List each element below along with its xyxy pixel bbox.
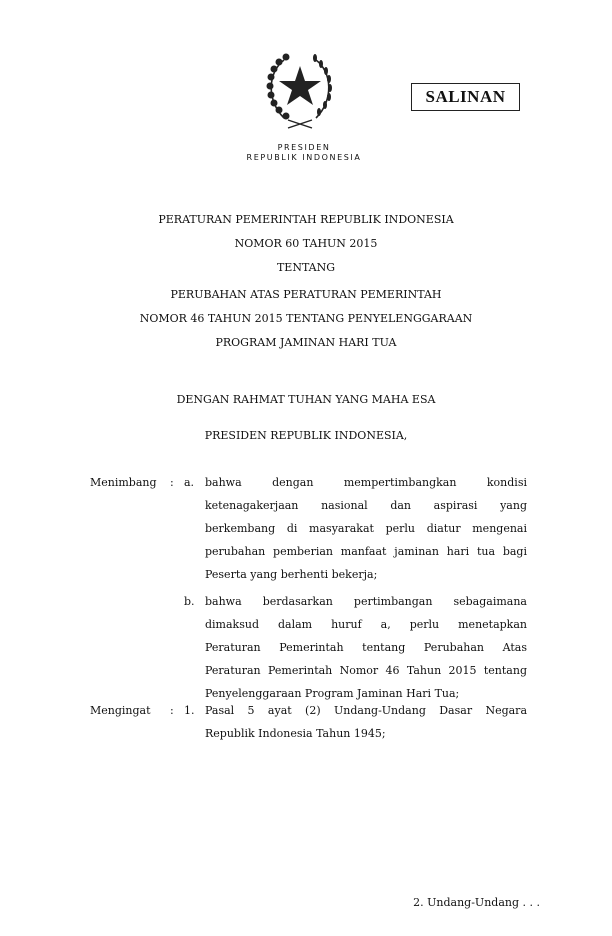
mengingat-colon: : <box>170 704 174 717</box>
item-marker: a. <box>184 476 195 489</box>
salinan-stamp: SALINAN <box>411 83 520 111</box>
item-line: Penyelenggaraan Program Jaminan Hari Tua; <box>205 687 460 700</box>
item-line: Republik Indonesia Tahun 1945; <box>205 727 386 740</box>
item-line: Peraturan Pemerintah tentang Perubahan Atas <box>205 641 527 654</box>
item-line: ketenagakerjaan nasional dan aspirasi yang <box>205 499 527 512</box>
preamble: DENGAN RAHMAT TUHAN YANG MAHA ESA <box>176 393 436 406</box>
title-line: NOMOR 46 TAHUN 2015 TENTANG PENYELENGGARAAN <box>139 312 473 325</box>
item-marker: b. <box>184 595 195 608</box>
item-line: perubahan pemberian manfaat jaminan hari tua bagi <box>205 545 527 558</box>
menimbang-colon: : <box>170 476 174 489</box>
item-line: bahwa berdasarkan pertimbangan sebagaimana <box>205 595 527 608</box>
item-line: bahwa dengan mempertimbangkan kondisi <box>205 476 527 489</box>
title-line: PERATURAN PEMERINTAH REPUBLIK INDONESIA <box>158 213 454 226</box>
emblem-caption-1: PRESIDEN <box>277 143 331 152</box>
item-line: Peraturan Pemerintah Nomor 46 Tahun 2015 tentang <box>205 664 527 677</box>
item-line: Pasal 5 ayat (2) Undang-Undang Dasar Negara <box>205 704 527 717</box>
title-line: PERUBAHAN ATAS PERATURAN PEMERINTAH <box>170 288 442 301</box>
emblem-caption-2: REPUBLIK INDONESIA <box>246 153 362 162</box>
menimbang-label: Menimbang <box>90 476 157 489</box>
garuda-emblem-icon <box>262 48 338 130</box>
president-line: PRESIDEN REPUBLIK INDONESIA, <box>204 429 408 442</box>
title-line: TENTANG <box>276 261 336 274</box>
item-line: Peserta yang berhenti bekerja; <box>205 568 378 581</box>
title-line: PROGRAM JAMINAN HARI TUA <box>215 336 397 349</box>
item-line: berkembang di masyarakat perlu diatur mengenai <box>205 522 527 535</box>
page-continuation: 2. Undang-Undang . . . <box>413 896 540 909</box>
item-line: dimaksud dalam huruf a, perlu menetapkan <box>205 618 527 631</box>
mengingat-label: Mengingat <box>90 704 151 717</box>
title-line: NOMOR 60 TAHUN 2015 <box>234 237 378 250</box>
item-marker: 1. <box>184 704 195 717</box>
